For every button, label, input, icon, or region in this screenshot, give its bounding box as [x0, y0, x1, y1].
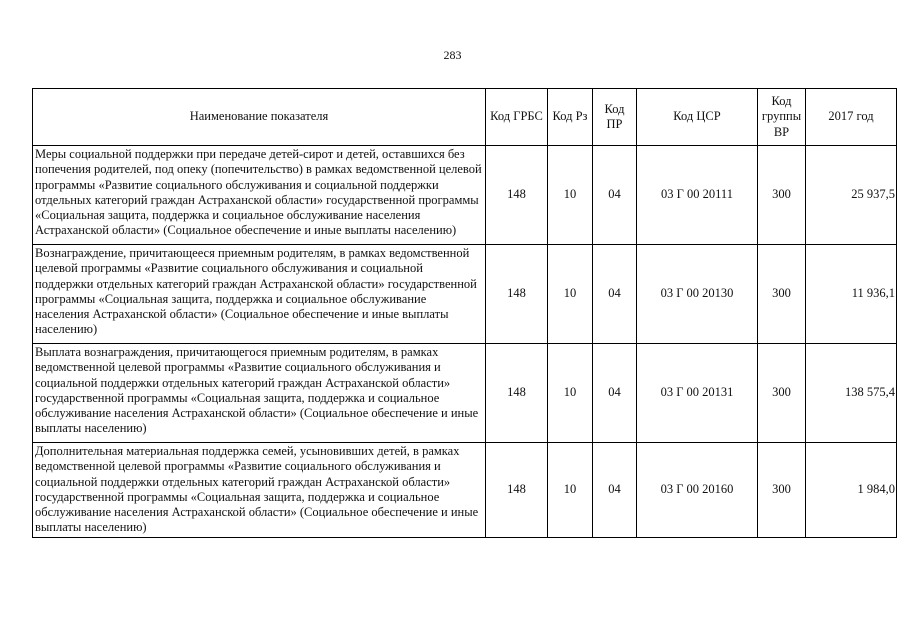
header-year: 2017 год [806, 89, 897, 146]
row-grbs: 148 [486, 146, 548, 245]
row-name: Меры социальной поддержки при передаче детей-сирот и детей, оставшихся без попечения родителей, под опеку (попечительство) в рамках ведомственной целевой программы «Развитие социального обслуживания и социальной поддержки отдельных категорий граждан Астраханской области» государственной программы «Социальная защита, поддержка и социальное обслуживание населения Астраханской области» (Социальное обеспечение и иные выплаты населению) [33, 146, 486, 245]
row-grbs: 148 [486, 344, 548, 443]
row-pr: 04 [593, 146, 637, 245]
row-pr: 04 [593, 245, 637, 344]
budget-table [32, 88, 897, 538]
row-vr: 300 [758, 146, 806, 245]
row-amount: 138 575,4 [806, 344, 897, 443]
row-vr: 300 [758, 245, 806, 344]
header-vr: Код группы ВР [758, 89, 806, 146]
row-amount: 25 937,5 [806, 146, 897, 245]
header-row [33, 89, 897, 146]
header-grbs: Код ГРБС [486, 89, 548, 146]
row-pr: 04 [593, 344, 637, 443]
page-number: 283 [443, 48, 462, 62]
table-row [33, 146, 897, 245]
row-csr: 03 Г 00 20131 [637, 344, 758, 443]
row-csr: 03 Г 00 20111 [637, 146, 758, 245]
header-name: Наименование показателя [33, 89, 486, 146]
row-rz: 10 [548, 146, 593, 245]
header-csr: Код ЦСР [637, 89, 758, 146]
row-vr: 300 [758, 344, 806, 443]
row-name: Вознаграждение, причитающееся приемным родителям, в рамках ведомственной целевой программы «Развитие социального обслуживания и социальной поддержки отдельных категорий граждан Астраханской области» государственной программы «Социальная защита, поддержка и социальное обслуживание населения Астраханской области» (Социальное обеспечение и иные выплаты населению) [33, 245, 486, 344]
row-amount: 11 936,1 [806, 245, 897, 344]
row-amount: 1 984,0 [806, 443, 897, 538]
header-rz: Код Рз [548, 89, 593, 146]
row-rz: 10 [548, 245, 593, 344]
row-pr: 04 [593, 443, 637, 538]
row-vr: 300 [758, 443, 806, 538]
row-grbs: 148 [486, 443, 548, 538]
table-row [33, 245, 897, 344]
header-pr: Код ПР [593, 89, 637, 146]
table-row [33, 443, 897, 538]
row-rz: 10 [548, 443, 593, 538]
table-row [33, 344, 897, 443]
row-csr: 03 Г 00 20160 [637, 443, 758, 538]
row-rz: 10 [548, 344, 593, 443]
row-grbs: 148 [486, 245, 548, 344]
row-name: Выплата вознаграждения, причитающегося приемным родителям, в рамках ведомственной целевой программы «Развитие социального обслуживания и социальной поддержки отдельных категорий граждан Астраханской области» государственной программы «Социальная защита, поддержка и социальное обслуживание населения Астраханской области» (Социальное обеспечение и иные выплаты населению) [33, 344, 486, 443]
row-name: Дополнительная материальная поддержка семей, усыновивших детей, в рамках ведомственной целевой программы «Развитие социального обслуживания и социальной поддержки отдельных категорий граждан Астраханской области» государственной программы «Социальная защита, поддержка и социальное обслуживание населения Астраханской области» (Социальное обеспечение и иные выплаты населению) [33, 443, 486, 538]
row-csr: 03 Г 00 20130 [637, 245, 758, 344]
